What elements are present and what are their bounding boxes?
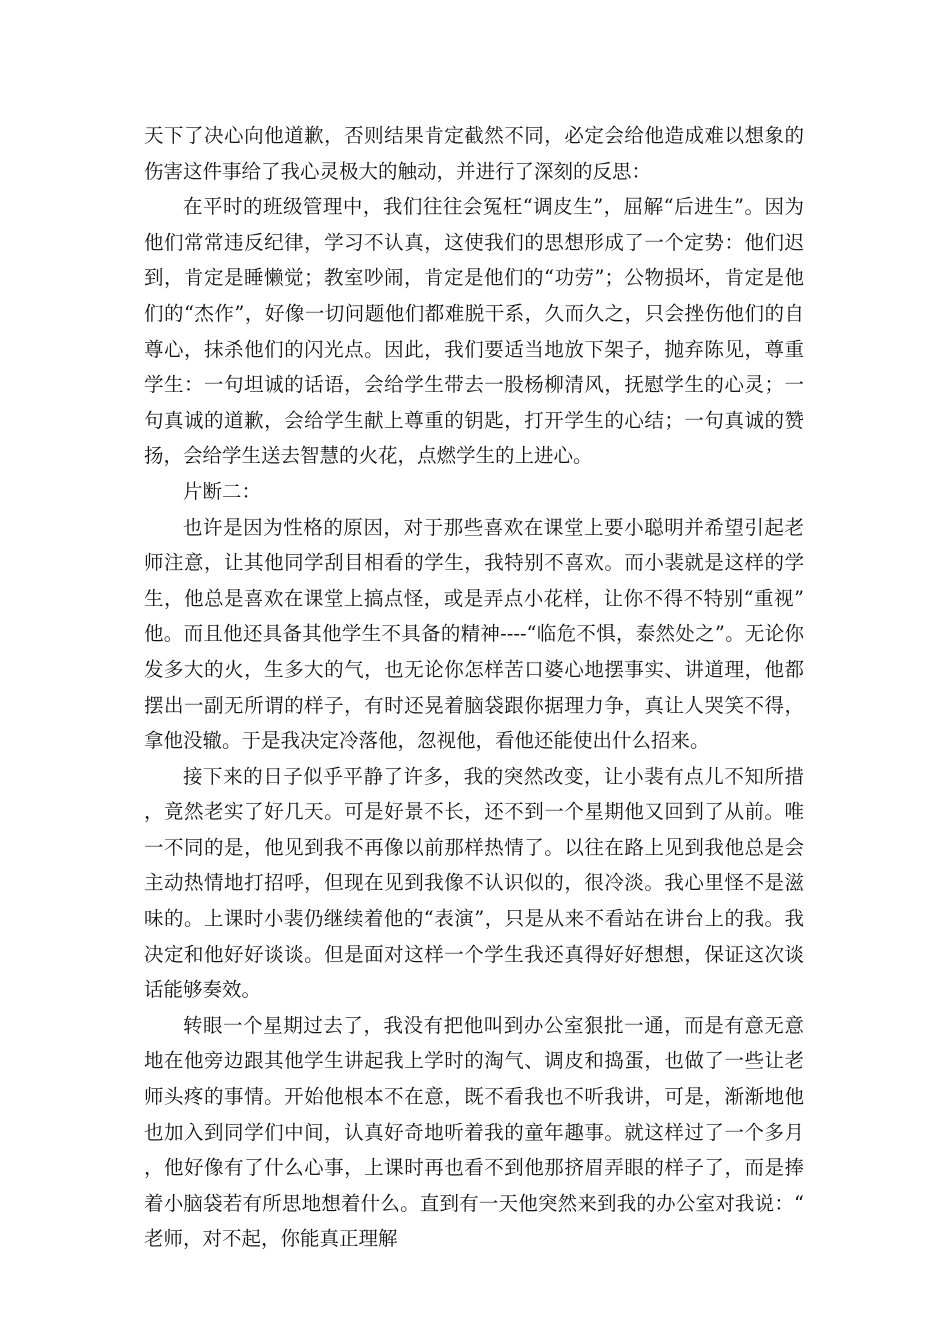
paragraph-apology-conclusion: 天下了决心向他道歉，否则结果肯定截然不同，必定会给他造成难以想象的伤害这件事给了我心灵极大的触动，并进行了深刻的反思： — [144, 124, 804, 183]
paragraph-student-pei: 也许是因为性格的原因，对于那些喜欢在课堂上要小聪明并希望引起老师注意，让其他同学刮目相看的学生，我特别不喜欢。而小裴就是这样的学生，他总是喜欢在课堂上搞点怪，或是弄点小花样，让你不得不特别“重视”他。而且他还具备其他学生不具备的精神----“临危不惧，泰然处之”。无论你发多大的火，生多大的气，也无论你怎样苦口婆心地摆事实、讲道理，他都摆出一副无所谓的样子，有时还晃着脑袋跟你据理力争，真让人哭笑不得，拿他没辙。于是我决定冷落他，忽视他，看他还能使出什么招来。 — [144, 515, 804, 753]
paragraph-reflection: 在平时的班级管理中，我们往往会冤枉“调皮生”，屈解“后进生”。因为他们常常违反纪律，学习不认真，这使我们的思想形成了一个定势：他们迟到，肯定是睡懒觉；教室吵闹，肯定是他们的“功劳”；公物损坏，肯定是他们的“杰作”，好像一切问题他们都难脱干系，久而久之，只会挫伤他们的自尊心，抹杀他们的闪光点。因此，我们要适当地放下架子，抛弃陈见，尊重学生：一句坦诚的话语，会给学生带去一股杨柳清风，抚慰学生的心灵；一句真诚的道歉，会给学生献上尊重的钥匙，打开学生的心结；一句真诚的赞扬，会给学生送去智慧的火花，点燃学生的上进心。 — [144, 195, 804, 468]
paragraph-a-week-later: 转眼一个星期过去了，我没有把他叫到办公室狠批一通，而是有意无意地在他旁边跟其他学生讲起我上学时的淘气、调皮和捣蛋，也做了一些让老师头疼的事情。开始他根本不在意，既不看我也不听我讲，可是，渐渐地他也加入到同学们中间，认真好奇地听着我的童年趣事。就这样过了一个多月，他好像有了什么心事，上课时再也看不到他那挤眉弄眼的样子了，而是捧着小脑袋若有所思地想着什么。直到有一天他突然来到我的办公室对我说：“老师，对不起，你能真正理解 — [144, 1013, 804, 1251]
document-page — [144, 118, 804, 1257]
paragraph-following-days: 接下来的日子似乎平静了许多，我的突然改变，让小裴有点儿不知所措，竟然老实了好几天。可是好景不长，还不到一个星期他又回到了从前。唯一不同的是，他见到我不再像以前那样热情了。以往在路上见到我他总是会主动热情地打招呼，但现在见到我像不认识似的，很冷淡。我心里怪不是滋味的。上课时小裴仍继续着他的“表演”，只是从来不看站在讲台上的我。我决定和他好好谈谈。但是面对这样一个学生我还真得好好想想，保证这次谈话能够奏效。 — [144, 764, 804, 1002]
section-heading-fragment-two: 片断二： — [183, 479, 262, 503]
